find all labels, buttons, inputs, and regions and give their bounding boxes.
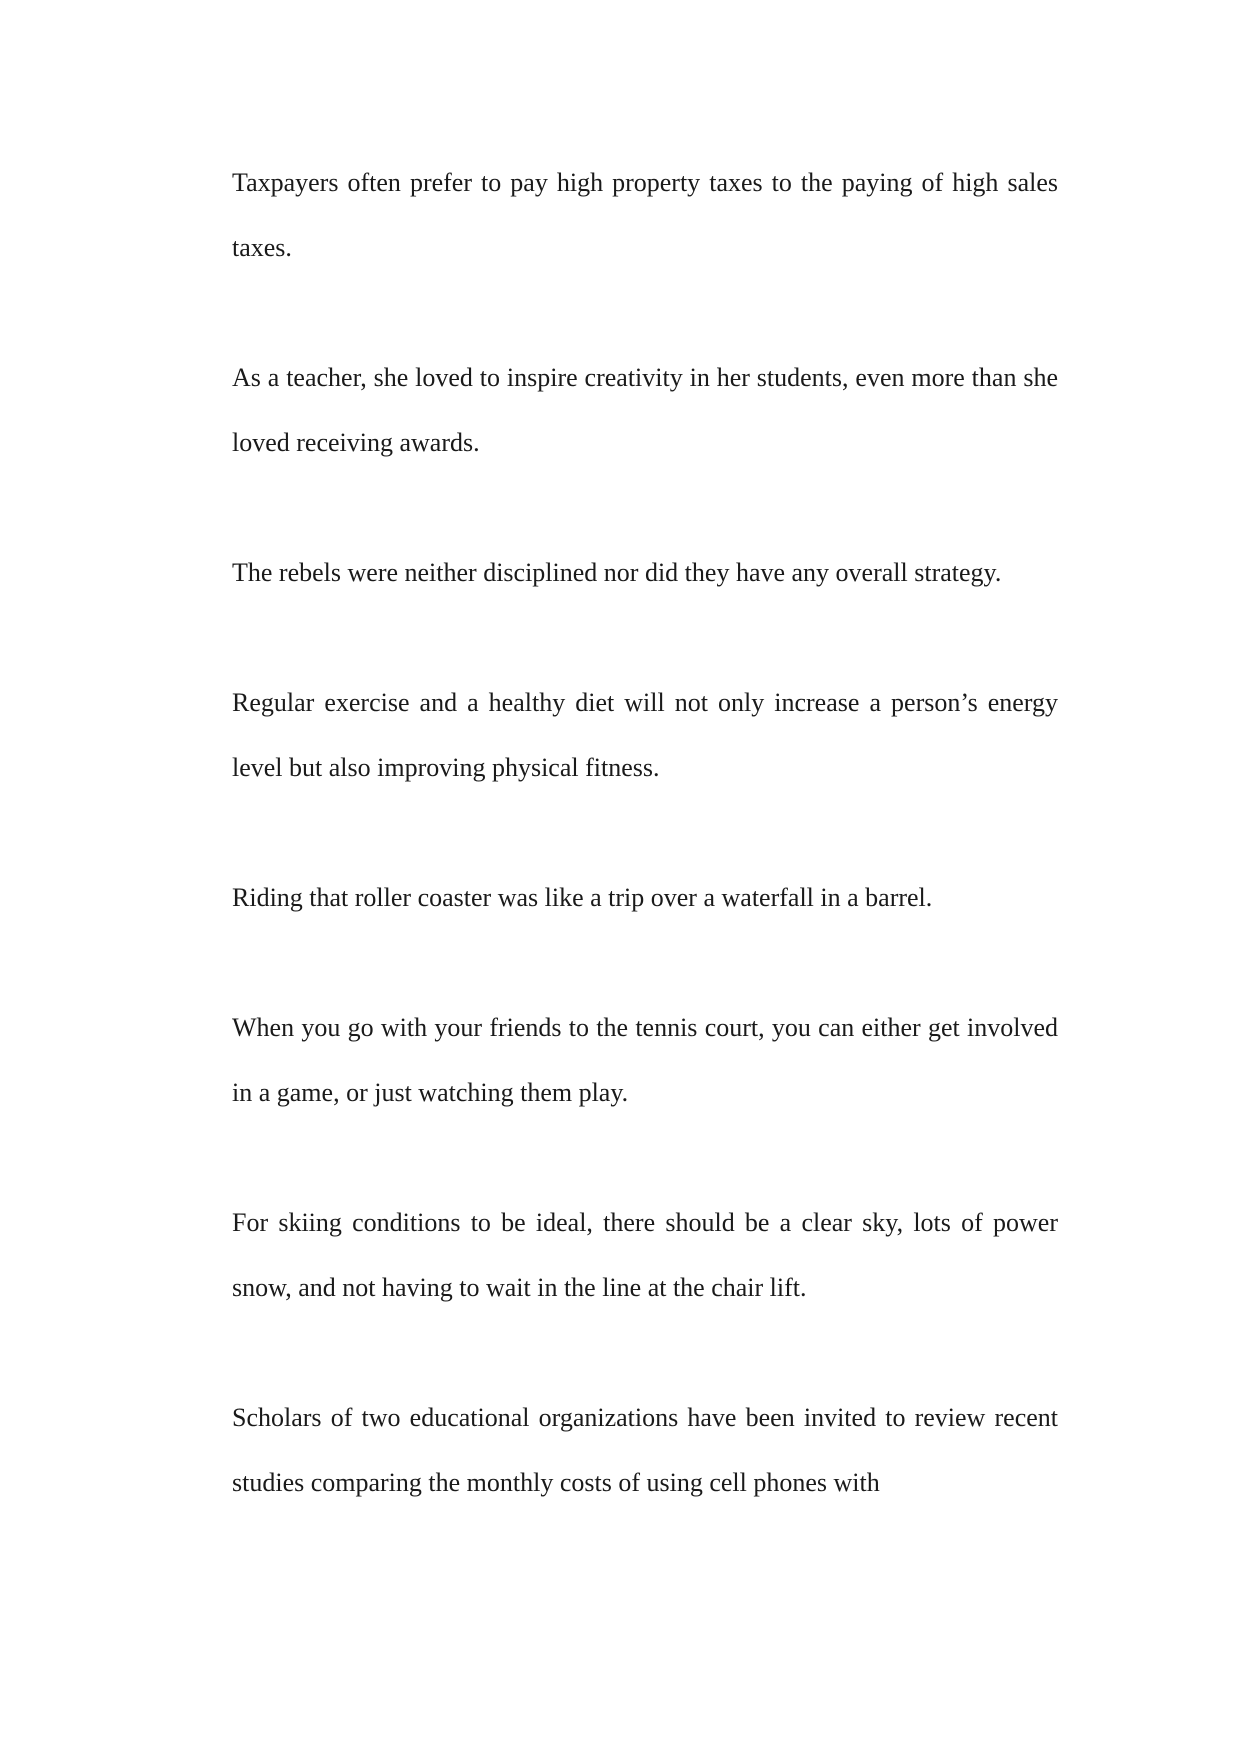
paragraph-5: Riding that roller coaster was like a trip over a waterfall in a barrel.	[232, 883, 933, 912]
paragraph-4: Regular exercise and a healthy diet will not only increase a person’s energy level but also improving physical fitness.	[232, 688, 1058, 782]
paragraph-2: As a teacher, she loved to inspire creativity in her students, even more than she loved receiving awards.	[232, 363, 1058, 457]
paragraph-6: When you go with your friends to the tennis court, you can either get involved in a game, or just watching them play.	[232, 1013, 1058, 1107]
paragraph-7: For skiing conditions to be ideal, there should be a clear sky, lots of power snow, and not having to wait in the line at the chair lift.	[232, 1208, 1058, 1302]
paragraph-8: Scholars of two educational organizations have been invited to review recent studies comparing the monthly costs of using cell phones with	[232, 1403, 1058, 1497]
document-body	[232, 150, 1058, 1580]
paragraph-3: The rebels were neither disciplined nor did they have any overall strategy.	[232, 558, 1002, 587]
paragraph-1: Taxpayers often prefer to pay high property taxes to the paying of high sales taxes.	[232, 168, 1058, 262]
